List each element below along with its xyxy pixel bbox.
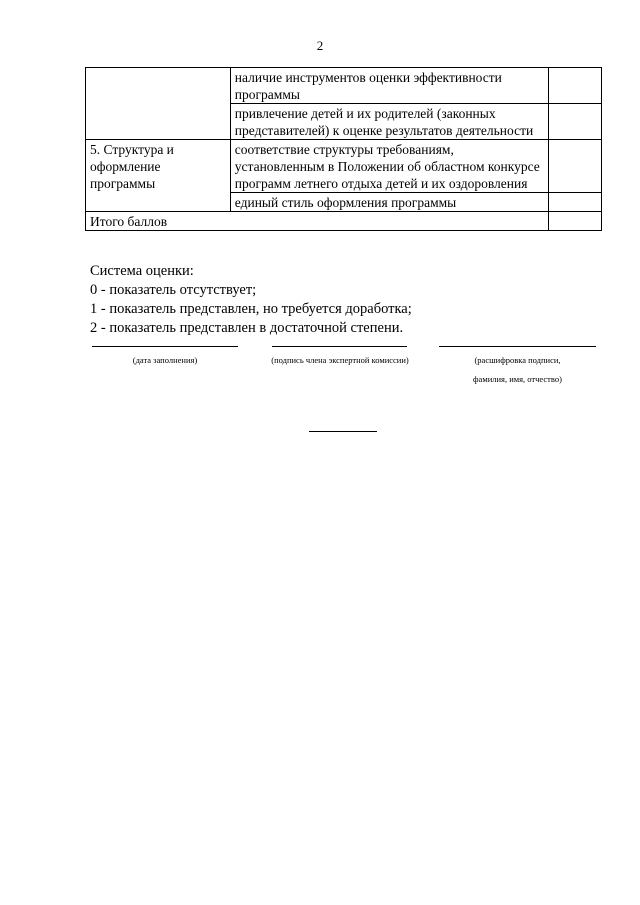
score-cell [548, 68, 601, 104]
date-signature-line [92, 346, 238, 347]
score-cell [548, 104, 601, 140]
indicator-cell: единый стиль оформления программы [230, 193, 548, 212]
scoring-system [90, 262, 412, 338]
decode-caption-line1: (расшифровка подписи, [474, 355, 561, 365]
member-caption: (подпись члена экспертной комиссии) [271, 355, 409, 365]
scoring-item: 2 - показатель представлен в достаточной степени. [90, 320, 404, 336]
date-caption: (дата заполнения) [132, 355, 198, 365]
indicator-cell: привлечение детей и их родителей (законных представителей) к оценке результатов деятельности [230, 104, 548, 140]
decode-signature-line [439, 346, 596, 347]
score-cell [548, 140, 601, 193]
evaluation-table [85, 67, 602, 231]
scoring-item: 0 - показатель отсутствует; [90, 282, 257, 298]
criterion-cell: 5. Структура и оформление программы [86, 140, 231, 212]
total-label: Итого баллов [86, 212, 549, 231]
score-cell [548, 193, 601, 212]
table-row [86, 68, 602, 104]
criterion-cell [86, 68, 231, 140]
indicator-cell: соответствие структуры требованиям, установленным в Положении об областном конкурсе программ летнего отдыха детей и их оздоровления [230, 140, 548, 193]
table-row [86, 140, 602, 193]
end-separator-line [309, 431, 377, 432]
indicator-cell: наличие инструментов оценки эффективности программы [230, 68, 548, 104]
scoring-item: 1 - показатель представлен, но требуется доработка; [90, 301, 412, 317]
total-score-cell [548, 212, 601, 231]
page-number: 2 [316, 38, 324, 53]
member-signature-line [272, 346, 407, 347]
total-row [86, 212, 602, 231]
scoring-title: Система оценки: [90, 263, 194, 279]
decode-caption-line2: фамилия, имя, отчество) [473, 374, 562, 384]
